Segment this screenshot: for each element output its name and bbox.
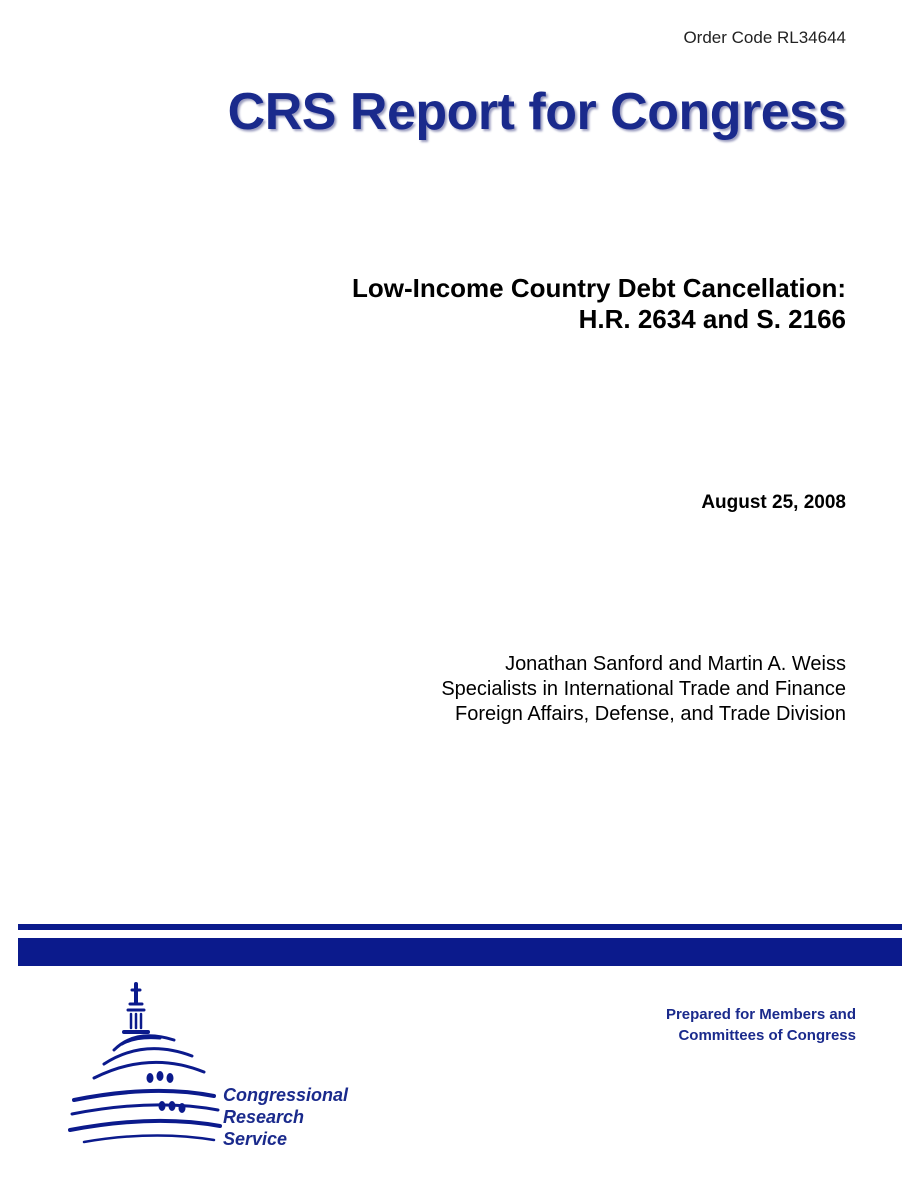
prepared-for-line-1: Prepared for Members and (665, 1006, 856, 1023)
divider-thin (18, 924, 902, 930)
crs-wordmark (223, 1084, 348, 1150)
document-date: August 25, 2008 (701, 492, 846, 513)
crs-wordmark-line-2: Research (223, 1107, 305, 1127)
document-title-line-1: Low-Income Country Debt Cancellation: (351, 273, 846, 303)
author-block (441, 652, 846, 727)
author-division: Foreign Affairs, Defense, and Trade Division (455, 703, 846, 725)
prepared-for-note (666, 1004, 856, 1046)
document-title (352, 273, 846, 335)
order-code: Order Code RL34644 (683, 28, 846, 47)
report-title: CRS Report for Congress (227, 83, 846, 141)
prepared-for-line-2: Committees of Congress (678, 1027, 856, 1044)
author-names: Jonathan Sanford and Martin A. Weiss (505, 653, 846, 675)
divider-thick (18, 938, 902, 966)
author-role: Specialists in International Trade and Finance (441, 678, 846, 700)
document-title-line-2: H.R. 2634 and S. 2166 (578, 304, 846, 334)
crs-wordmark-line-1: Congressional (223, 1085, 349, 1105)
crs-wordmark-line-3: Service (223, 1129, 288, 1149)
